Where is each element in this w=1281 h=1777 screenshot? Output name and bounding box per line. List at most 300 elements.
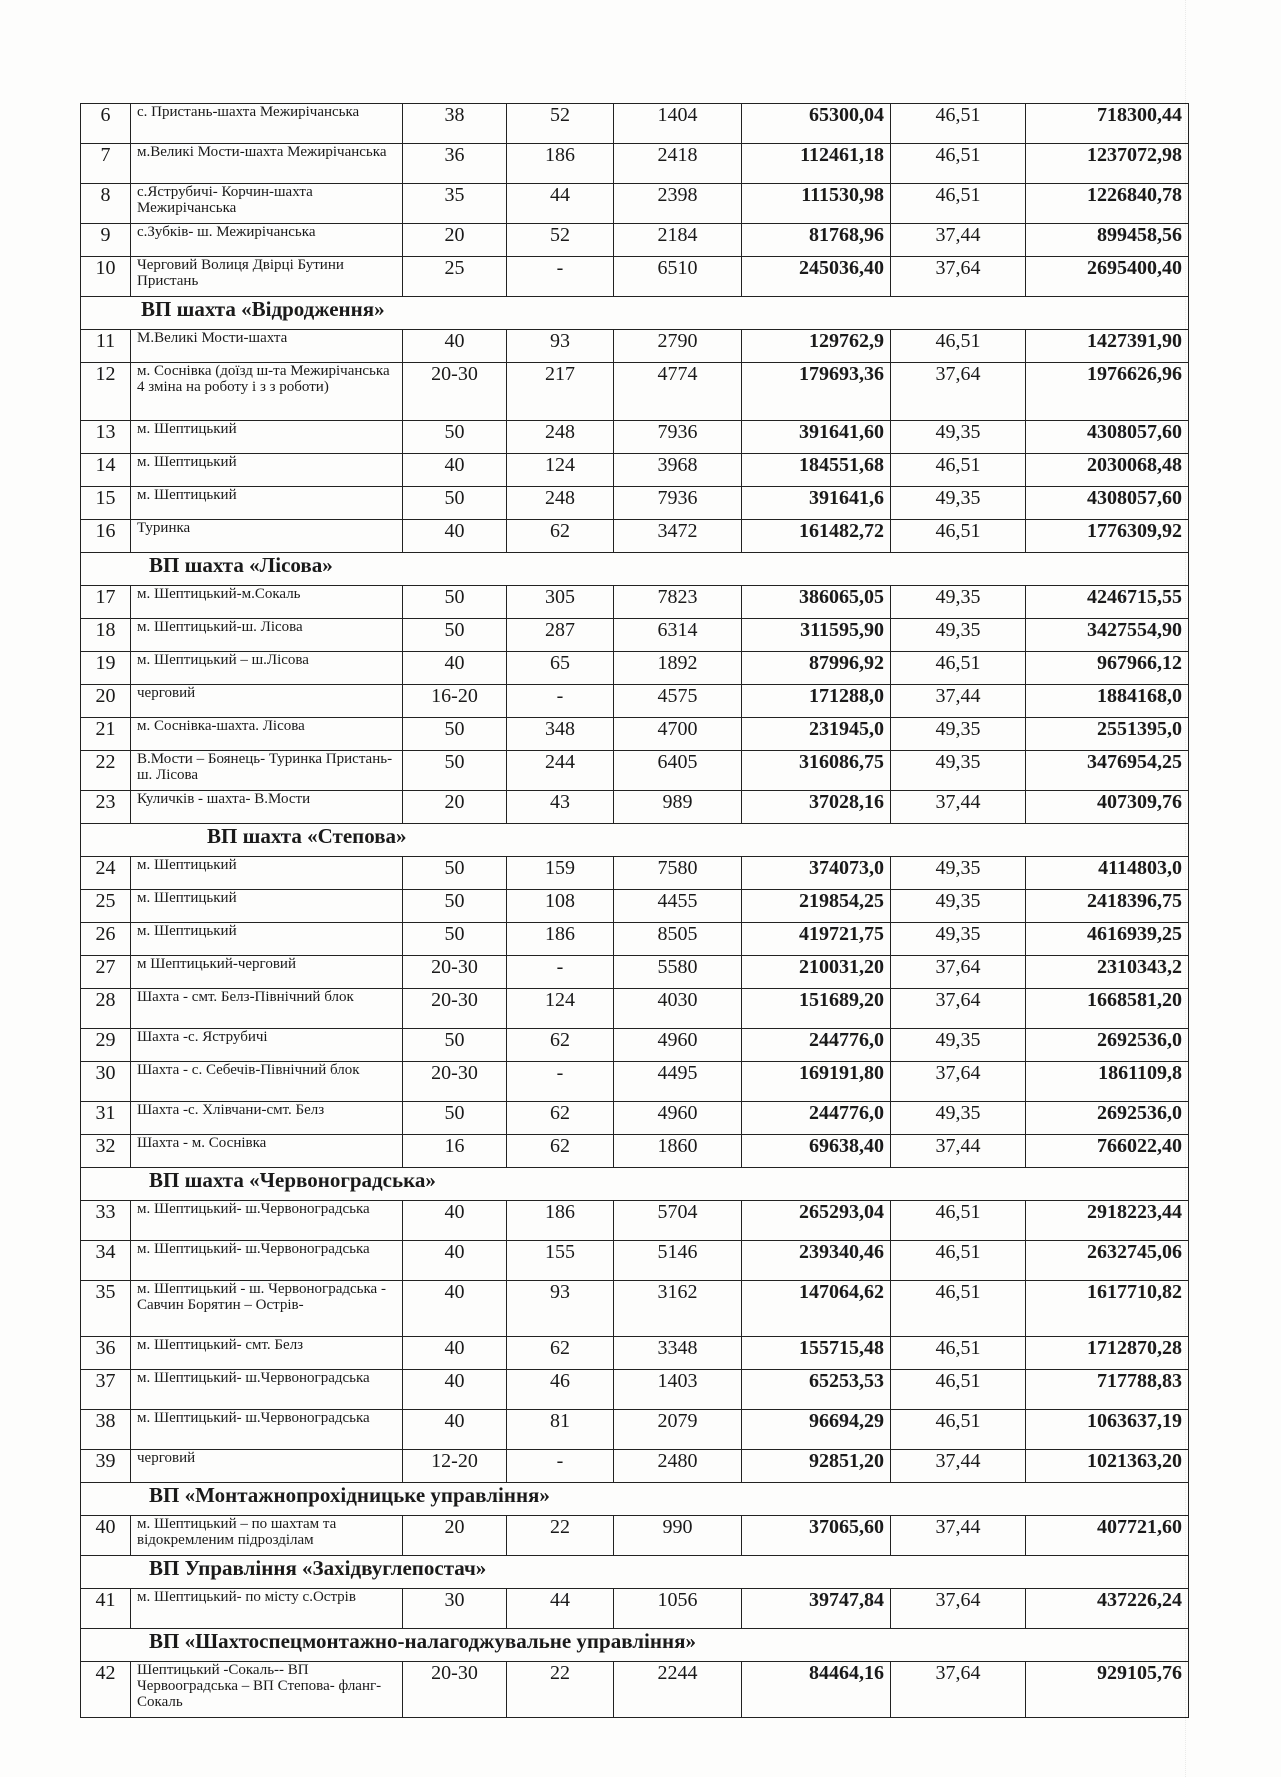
cell-total: 1976626,96 xyxy=(1026,363,1189,421)
cell-km-total: 6314 xyxy=(614,619,742,652)
cell-headcount: 50 xyxy=(403,890,507,923)
table-row xyxy=(81,330,1189,363)
cell-km-total: 4495 xyxy=(614,1062,742,1102)
cell-km-total: 4700 xyxy=(614,718,742,751)
cell-km-total: 4030 xyxy=(614,989,742,1029)
cell-number: 29 xyxy=(81,1029,131,1062)
cell-cost: 265293,04 xyxy=(742,1201,891,1241)
cell-km: 46 xyxy=(507,1370,614,1410)
table-row xyxy=(81,487,1189,520)
cell-cost: 112461,18 xyxy=(742,144,891,184)
cell-total: 407309,76 xyxy=(1026,791,1189,824)
table-row xyxy=(81,1102,1189,1135)
cell-km-total: 1892 xyxy=(614,652,742,685)
cell-number: 31 xyxy=(81,1102,131,1135)
table-row xyxy=(81,923,1189,956)
cell-headcount: 16-20 xyxy=(403,685,507,718)
cell-cost: 111530,98 xyxy=(742,184,891,224)
cell-number: 24 xyxy=(81,857,131,890)
table-row xyxy=(81,454,1189,487)
section-header-row xyxy=(81,1629,1189,1662)
cell-rate: 49,35 xyxy=(891,890,1026,923)
table-row xyxy=(81,520,1189,553)
routes-table-body xyxy=(81,104,1189,1718)
table-row xyxy=(81,144,1189,184)
cell-number: 15 xyxy=(81,487,131,520)
cell-number: 7 xyxy=(81,144,131,184)
cell-route: м. Шептицький xyxy=(131,890,403,923)
cell-number: 14 xyxy=(81,454,131,487)
cell-cost: 39747,84 xyxy=(742,1589,891,1629)
cell-headcount: 50 xyxy=(403,923,507,956)
table-row xyxy=(81,224,1189,257)
cell-km: 248 xyxy=(507,487,614,520)
cell-number: 12 xyxy=(81,363,131,421)
cell-route: м. Шептицький – ш.Лісова xyxy=(131,652,403,685)
cell-headcount: 40 xyxy=(403,1370,507,1410)
cell-cost: 231945,0 xyxy=(742,718,891,751)
cell-total: 929105,76 xyxy=(1026,1662,1189,1718)
cell-km: 65 xyxy=(507,652,614,685)
cell-number: 10 xyxy=(81,257,131,297)
cell-km-total: 4774 xyxy=(614,363,742,421)
cell-rate: 46,51 xyxy=(891,1370,1026,1410)
cell-headcount: 50 xyxy=(403,487,507,520)
table-row xyxy=(81,363,1189,421)
cell-km: 62 xyxy=(507,520,614,553)
cell-km: 248 xyxy=(507,421,614,454)
cell-number: 37 xyxy=(81,1370,131,1410)
cell-km-total: 2244 xyxy=(614,1662,742,1718)
cell-route: Куличків - шахта- В.Мости xyxy=(131,791,403,824)
cell-route: м. Шептицький- смт. Белз xyxy=(131,1337,403,1370)
table-row xyxy=(81,1410,1189,1450)
cell-rate: 37,64 xyxy=(891,956,1026,989)
cell-cost: 37065,60 xyxy=(742,1516,891,1556)
cell-km: 44 xyxy=(507,1589,614,1629)
cell-rate: 37,44 xyxy=(891,1450,1026,1483)
cell-number: 11 xyxy=(81,330,131,363)
cell-rate: 49,35 xyxy=(891,857,1026,890)
cell-total: 2692536,0 xyxy=(1026,1029,1189,1062)
cell-cost: 239340,46 xyxy=(742,1241,891,1281)
cell-km: 108 xyxy=(507,890,614,923)
table-row xyxy=(81,718,1189,751)
cell-route: м.Великі Мости-шахта Межирічанська xyxy=(131,144,403,184)
cell-headcount: 40 xyxy=(403,1241,507,1281)
cell-total: 1427391,90 xyxy=(1026,330,1189,363)
section-header-row xyxy=(81,1556,1189,1589)
cell-cost: 219854,25 xyxy=(742,890,891,923)
cell-route: черговий xyxy=(131,685,403,718)
cell-headcount: 36 xyxy=(403,144,507,184)
cell-number: 23 xyxy=(81,791,131,824)
cell-total: 2551395,0 xyxy=(1026,718,1189,751)
table-row xyxy=(81,1337,1189,1370)
cell-route: м. Шептицький-ш. Лісова xyxy=(131,619,403,652)
cell-number: 18 xyxy=(81,619,131,652)
cell-rate: 37,64 xyxy=(891,989,1026,1029)
cell-km: 186 xyxy=(507,1201,614,1241)
cell-total: 1237072,98 xyxy=(1026,144,1189,184)
cell-rate: 46,51 xyxy=(891,520,1026,553)
cell-cost: 87996,92 xyxy=(742,652,891,685)
cell-rate: 37,44 xyxy=(891,791,1026,824)
cell-km: 22 xyxy=(507,1516,614,1556)
cell-cost: 210031,20 xyxy=(742,956,891,989)
cell-cost: 65253,53 xyxy=(742,1370,891,1410)
cell-cost: 386065,05 xyxy=(742,586,891,619)
cell-km: 62 xyxy=(507,1337,614,1370)
cell-cost: 37028,16 xyxy=(742,791,891,824)
cell-route: с.Зубків- ш. Межирічанська xyxy=(131,224,403,257)
table-row xyxy=(81,1516,1189,1556)
cell-number: 42 xyxy=(81,1662,131,1718)
section-title: ВП шахта «Червоноградська» xyxy=(81,1168,1189,1201)
cell-route: м. Шептицький xyxy=(131,923,403,956)
cell-cost: 155715,48 xyxy=(742,1337,891,1370)
cell-headcount: 40 xyxy=(403,1337,507,1370)
cell-rate: 46,51 xyxy=(891,104,1026,144)
section-title: ВП шахта «Степова» xyxy=(81,824,1189,857)
cell-km-total: 4455 xyxy=(614,890,742,923)
cell-cost: 96694,29 xyxy=(742,1410,891,1450)
cell-rate: 49,35 xyxy=(891,487,1026,520)
cell-cost: 419721,75 xyxy=(742,923,891,956)
cell-km-total: 2790 xyxy=(614,330,742,363)
cell-cost: 391641,6 xyxy=(742,487,891,520)
cell-headcount: 20-30 xyxy=(403,1062,507,1102)
cell-km-total: 6405 xyxy=(614,751,742,791)
cell-rate: 37,44 xyxy=(891,1516,1026,1556)
cell-rate: 37,64 xyxy=(891,1662,1026,1718)
cell-route: В.Мости – Боянець- Туринка Пристань- ш. Лісова xyxy=(131,751,403,791)
cell-km: 93 xyxy=(507,330,614,363)
cell-km-total: 8505 xyxy=(614,923,742,956)
section-title: ВП Управління «Західвуглепостач» xyxy=(81,1556,1189,1589)
cell-headcount: 50 xyxy=(403,751,507,791)
cell-total: 2695400,40 xyxy=(1026,257,1189,297)
cell-total: 766022,40 xyxy=(1026,1135,1189,1168)
section-header-row xyxy=(81,1483,1189,1516)
cell-number: 27 xyxy=(81,956,131,989)
cell-route: м. Шептицький – по шахтам та відокремленим підрозділам xyxy=(131,1516,403,1556)
cell-headcount: 40 xyxy=(403,454,507,487)
cell-rate: 49,35 xyxy=(891,718,1026,751)
cell-route: с. Пристань-шахта Межирічанська xyxy=(131,104,403,144)
cell-total: 718300,44 xyxy=(1026,104,1189,144)
cell-km-total: 3472 xyxy=(614,520,742,553)
cell-route: м. Соснівка-шахта. Лісова xyxy=(131,718,403,751)
cell-total: 4246715,55 xyxy=(1026,586,1189,619)
table-row xyxy=(81,257,1189,297)
cell-km-total: 4960 xyxy=(614,1029,742,1062)
cell-headcount: 20 xyxy=(403,1516,507,1556)
cell-number: 32 xyxy=(81,1135,131,1168)
cell-rate: 46,51 xyxy=(891,1201,1026,1241)
cell-cost: 92851,20 xyxy=(742,1450,891,1483)
cell-km: 155 xyxy=(507,1241,614,1281)
cell-headcount: 40 xyxy=(403,520,507,553)
cell-route: Туринка xyxy=(131,520,403,553)
routes-table xyxy=(80,103,1189,1718)
cell-total: 2918223,44 xyxy=(1026,1201,1189,1241)
cell-route: Черговий Волиця Двірці Бутини Пристань xyxy=(131,257,403,297)
cell-headcount: 40 xyxy=(403,652,507,685)
cell-headcount: 50 xyxy=(403,857,507,890)
cell-headcount: 16 xyxy=(403,1135,507,1168)
cell-route: М.Великі Мости-шахта xyxy=(131,330,403,363)
cell-rate: 46,51 xyxy=(891,144,1026,184)
cell-km: 186 xyxy=(507,144,614,184)
cell-km-total: 2079 xyxy=(614,1410,742,1450)
cell-number: 19 xyxy=(81,652,131,685)
cell-km-total: 3348 xyxy=(614,1337,742,1370)
cell-number: 13 xyxy=(81,421,131,454)
cell-km-total: 1860 xyxy=(614,1135,742,1168)
cell-number: 26 xyxy=(81,923,131,956)
table-row xyxy=(81,1281,1189,1337)
cell-route: м. Шептицький- ш.Червоноградська xyxy=(131,1201,403,1241)
cell-total: 1712870,28 xyxy=(1026,1337,1189,1370)
cell-headcount: 50 xyxy=(403,1102,507,1135)
cell-number: 20 xyxy=(81,685,131,718)
cell-number: 28 xyxy=(81,989,131,1029)
cell-km: 124 xyxy=(507,989,614,1029)
cell-headcount: 40 xyxy=(403,330,507,363)
cell-number: 21 xyxy=(81,718,131,751)
cell-km-total: 3968 xyxy=(614,454,742,487)
cell-total: 1021363,20 xyxy=(1026,1450,1189,1483)
cell-km-total: 5704 xyxy=(614,1201,742,1241)
cell-cost: 171288,0 xyxy=(742,685,891,718)
cell-cost: 65300,04 xyxy=(742,104,891,144)
cell-number: 39 xyxy=(81,1450,131,1483)
cell-km: 124 xyxy=(507,454,614,487)
cell-total: 1226840,78 xyxy=(1026,184,1189,224)
cell-km-total: 3162 xyxy=(614,1281,742,1337)
cell-km-total: 7936 xyxy=(614,487,742,520)
cell-total: 1884168,0 xyxy=(1026,685,1189,718)
cell-number: 38 xyxy=(81,1410,131,1450)
cell-km: 244 xyxy=(507,751,614,791)
cell-rate: 37,64 xyxy=(891,1589,1026,1629)
cell-km: 62 xyxy=(507,1102,614,1135)
cell-number: 33 xyxy=(81,1201,131,1241)
cell-km: 348 xyxy=(507,718,614,751)
cell-rate: 46,51 xyxy=(891,1281,1026,1337)
cell-number: 17 xyxy=(81,586,131,619)
table-row xyxy=(81,421,1189,454)
cell-total: 2632745,06 xyxy=(1026,1241,1189,1281)
cell-route: м. Шептицький- ш.Червоноградська xyxy=(131,1370,403,1410)
section-header-row xyxy=(81,553,1189,586)
cell-rate: 49,35 xyxy=(891,1102,1026,1135)
cell-number: 22 xyxy=(81,751,131,791)
table-row xyxy=(81,1662,1189,1718)
cell-route: м. Шептицький-м.Сокаль xyxy=(131,586,403,619)
cell-cost: 391641,60 xyxy=(742,421,891,454)
cell-km: - xyxy=(507,1450,614,1483)
cell-km: - xyxy=(507,257,614,297)
cell-headcount: 40 xyxy=(403,1410,507,1450)
cell-km: - xyxy=(507,1062,614,1102)
cell-total: 4616939,25 xyxy=(1026,923,1189,956)
cell-cost: 179693,36 xyxy=(742,363,891,421)
cell-total: 1617710,82 xyxy=(1026,1281,1189,1337)
cell-rate: 49,35 xyxy=(891,586,1026,619)
cell-number: 6 xyxy=(81,104,131,144)
table-row xyxy=(81,956,1189,989)
cell-rate: 37,44 xyxy=(891,685,1026,718)
cell-rate: 37,64 xyxy=(891,363,1026,421)
cell-route: м Шептицький-черговий xyxy=(131,956,403,989)
cell-route: м. Шептицький- по місту с.Острів xyxy=(131,1589,403,1629)
cell-km: 43 xyxy=(507,791,614,824)
cell-km-total: 7936 xyxy=(614,421,742,454)
cell-km: 305 xyxy=(507,586,614,619)
cell-km-total: 990 xyxy=(614,1516,742,1556)
cell-total: 967966,12 xyxy=(1026,652,1189,685)
cell-km-total: 2480 xyxy=(614,1450,742,1483)
table-row xyxy=(81,104,1189,144)
cell-number: 36 xyxy=(81,1337,131,1370)
cell-km: 22 xyxy=(507,1662,614,1718)
cell-route: Шептицький -Сокаль-- ВП Червоогрaдська – ВП Степова- фланг-Сокаль xyxy=(131,1662,403,1718)
cell-km: 159 xyxy=(507,857,614,890)
cell-km: 217 xyxy=(507,363,614,421)
cell-cost: 169191,80 xyxy=(742,1062,891,1102)
cell-route: м. Шептицький xyxy=(131,454,403,487)
cell-number: 9 xyxy=(81,224,131,257)
cell-km-total: 2418 xyxy=(614,144,742,184)
cell-route: м. Соснівка (доїзд ш-та Межирічанська 4 зміна на роботу і з з роботи) xyxy=(131,363,403,421)
cell-total: 1776309,92 xyxy=(1026,520,1189,553)
cell-cost: 316086,75 xyxy=(742,751,891,791)
cell-rate: 46,51 xyxy=(891,184,1026,224)
cell-rate: 46,51 xyxy=(891,652,1026,685)
cell-cost: 161482,72 xyxy=(742,520,891,553)
cell-route: м. Шептицький- ш.Червоноградська xyxy=(131,1241,403,1281)
cell-number: 25 xyxy=(81,890,131,923)
cell-rate: 49,35 xyxy=(891,619,1026,652)
cell-km: 62 xyxy=(507,1029,614,1062)
cell-number: 41 xyxy=(81,1589,131,1629)
cell-headcount: 50 xyxy=(403,421,507,454)
cell-km-total: 1403 xyxy=(614,1370,742,1410)
section-header-row xyxy=(81,297,1189,330)
cell-route: черговий xyxy=(131,1450,403,1483)
cell-km-total: 5580 xyxy=(614,956,742,989)
cell-km: 62 xyxy=(507,1135,614,1168)
scan-edge-marks xyxy=(1185,0,1281,1777)
table-row xyxy=(81,751,1189,791)
cell-headcount: 20-30 xyxy=(403,956,507,989)
table-row xyxy=(81,890,1189,923)
cell-total: 2310343,2 xyxy=(1026,956,1189,989)
cell-route: Шахта -с. Хлівчани-смт. Белз xyxy=(131,1102,403,1135)
table-row xyxy=(81,1589,1189,1629)
cell-route: с.Яструбичі- Корчин-шахта Межирічанська xyxy=(131,184,403,224)
cell-headcount: 20-30 xyxy=(403,989,507,1029)
cell-rate: 46,51 xyxy=(891,1410,1026,1450)
cell-number: 30 xyxy=(81,1062,131,1102)
cell-cost: 244776,0 xyxy=(742,1102,891,1135)
cell-total: 899458,56 xyxy=(1026,224,1189,257)
cell-rate: 37,64 xyxy=(891,1062,1026,1102)
cell-headcount: 50 xyxy=(403,586,507,619)
section-title: ВП «Монтажнопрохідницьке управління» xyxy=(81,1483,1189,1516)
cell-headcount: 12-20 xyxy=(403,1450,507,1483)
cell-total: 407721,60 xyxy=(1026,1516,1189,1556)
cell-headcount: 50 xyxy=(403,619,507,652)
section-header-row xyxy=(81,1168,1189,1201)
cell-total: 4308057,60 xyxy=(1026,487,1189,520)
table-row xyxy=(81,1062,1189,1102)
cell-cost: 184551,68 xyxy=(742,454,891,487)
cell-number: 8 xyxy=(81,184,131,224)
table-row xyxy=(81,989,1189,1029)
cell-km: 52 xyxy=(507,104,614,144)
cell-total: 4114803,0 xyxy=(1026,857,1189,890)
cell-route: м. Шептицький - ш. Червоноградська - Савчин Борятин – Острів- xyxy=(131,1281,403,1337)
section-header-row xyxy=(81,824,1189,857)
cell-cost: 311595,90 xyxy=(742,619,891,652)
cell-km-total: 2398 xyxy=(614,184,742,224)
cell-km-total: 989 xyxy=(614,791,742,824)
table-row xyxy=(81,652,1189,685)
cell-headcount: 38 xyxy=(403,104,507,144)
cell-km: 44 xyxy=(507,184,614,224)
cell-headcount: 30 xyxy=(403,1589,507,1629)
cell-headcount: 20-30 xyxy=(403,363,507,421)
table-row xyxy=(81,1201,1189,1241)
cell-rate: 49,35 xyxy=(891,1029,1026,1062)
cell-cost: 374073,0 xyxy=(742,857,891,890)
cell-route: м. Шептицький xyxy=(131,487,403,520)
cell-km: 52 xyxy=(507,224,614,257)
cell-cost: 69638,40 xyxy=(742,1135,891,1168)
cell-total: 2030068,48 xyxy=(1026,454,1189,487)
table-row xyxy=(81,184,1189,224)
cell-total: 1668581,20 xyxy=(1026,989,1189,1029)
cell-route: Шахта - м. Соснівка xyxy=(131,1135,403,1168)
table-row xyxy=(81,619,1189,652)
cell-headcount: 25 xyxy=(403,257,507,297)
cell-km: 93 xyxy=(507,1281,614,1337)
cell-total: 437226,24 xyxy=(1026,1589,1189,1629)
cell-km-total: 2184 xyxy=(614,224,742,257)
table-row xyxy=(81,685,1189,718)
cell-cost: 81768,96 xyxy=(742,224,891,257)
cell-rate: 49,35 xyxy=(891,751,1026,791)
cell-cost: 84464,16 xyxy=(742,1662,891,1718)
cell-route: м. Шептицький- ш.Червоноградська xyxy=(131,1410,403,1450)
cell-rate: 37,44 xyxy=(891,224,1026,257)
table-row xyxy=(81,791,1189,824)
cell-km: 81 xyxy=(507,1410,614,1450)
cell-rate: 37,64 xyxy=(891,257,1026,297)
cell-headcount: 20-30 xyxy=(403,1662,507,1718)
cell-headcount: 20 xyxy=(403,224,507,257)
cell-route: м. Шептицький xyxy=(131,857,403,890)
cell-total: 3476954,25 xyxy=(1026,751,1189,791)
cell-km-total: 4575 xyxy=(614,685,742,718)
cell-km-total: 5146 xyxy=(614,1241,742,1281)
table-row xyxy=(81,586,1189,619)
cell-cost: 147064,62 xyxy=(742,1281,891,1337)
cell-km-total: 6510 xyxy=(614,257,742,297)
